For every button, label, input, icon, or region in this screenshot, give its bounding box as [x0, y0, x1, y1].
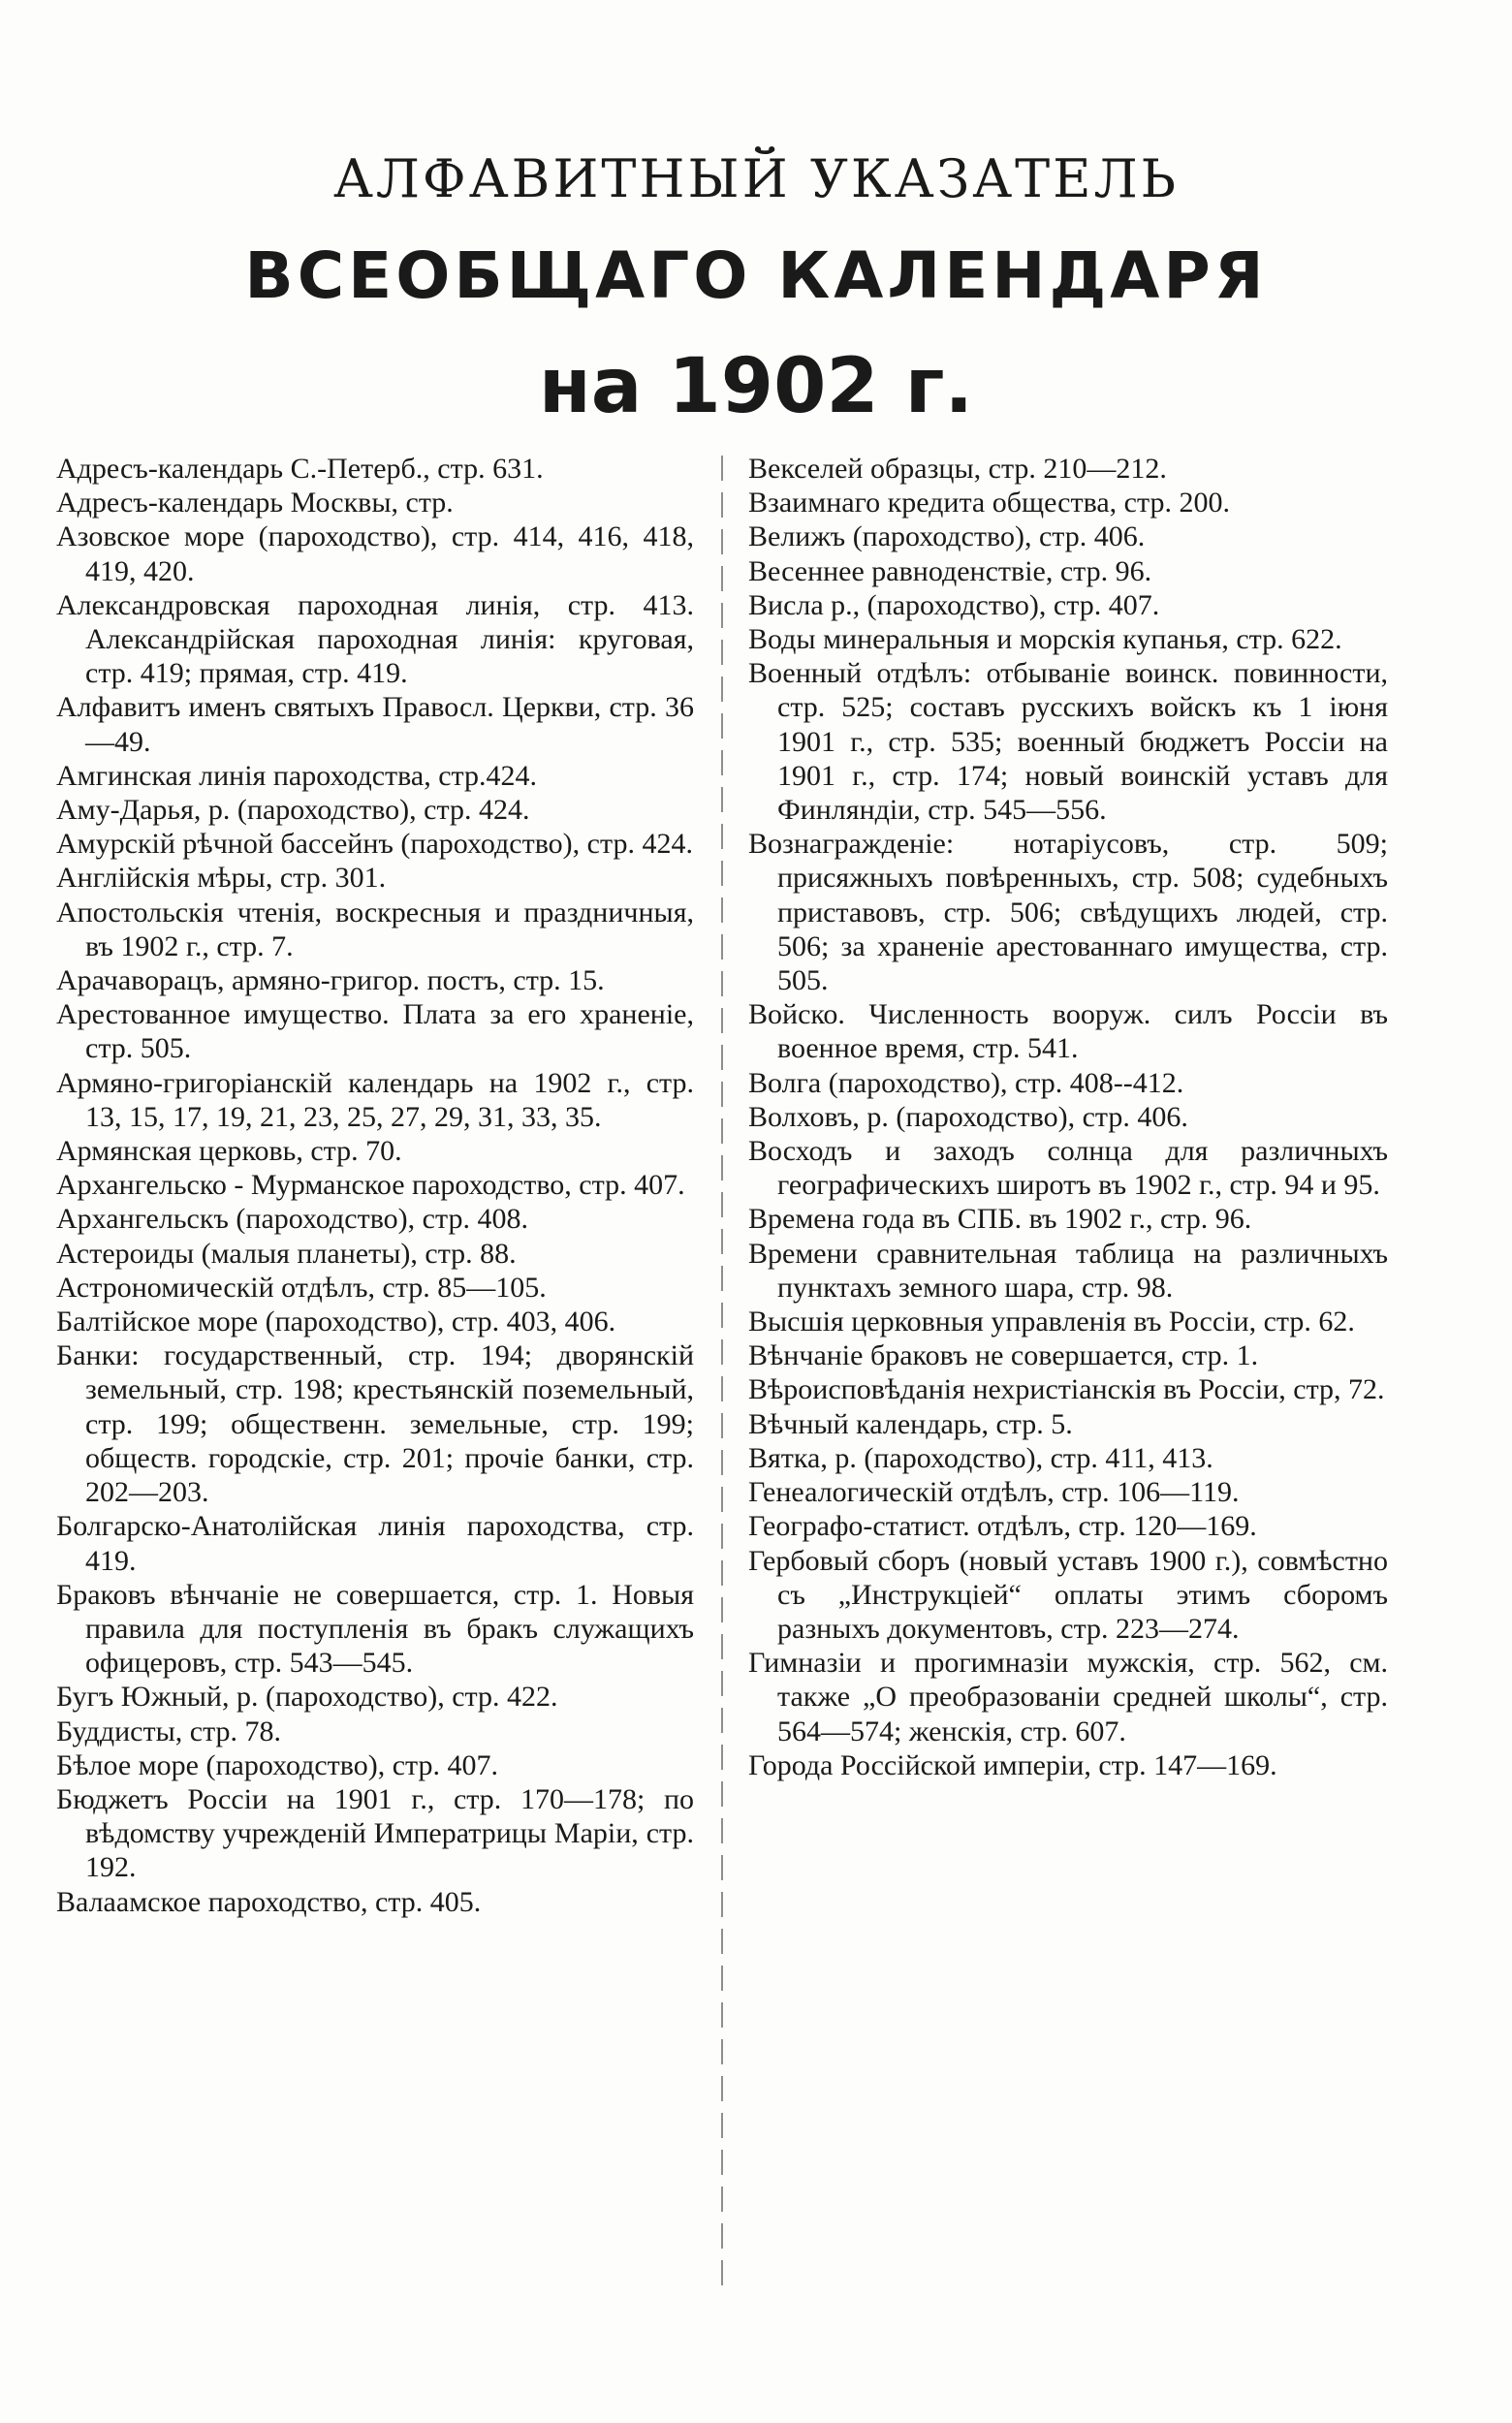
index-entry: Армяно-григоріанскій календарь на 1902 г., стр. 13, 15, 17, 19, 21, 23, 25, 27, 29, 31, 33, 35.	[56, 1066, 694, 1133]
index-entry: Велижъ (пароходство), стр. 406.	[748, 520, 1146, 553]
index-entry: Архангельско - Мурманское пароходство, стр. 407.	[56, 1169, 685, 1202]
index-entry: Бѣлое море (пароходство), стр. 407.	[56, 1748, 499, 1781]
index-entry: Бугъ Южный, р. (пароходство), стр. 422.	[56, 1681, 558, 1714]
index-entry: Гербовый сборъ (новый уставъ 1900 г.), совмѣстно съ „Инструкціей“ оплаты этимъ сборомъ разныхъ документовъ, стр. 223—274.	[748, 1544, 1388, 1645]
right-column	[748, 452, 1388, 1782]
index-entry: Гимназіи и прогимназіи мужскія, стр. 562, см. также „О преобразованіи средней школы“, стр. 564—574; женскія, стр. 607.	[748, 1647, 1388, 1747]
index-entry: Амурскій рѣчной бассейнъ (пароходство), стр. 424.	[56, 828, 693, 861]
index-entry: Астрономическій отдѣлъ, стр. 85—105.	[56, 1271, 547, 1304]
index-entry: Висла р., (пароходство), стр. 407.	[748, 588, 1160, 621]
index-entry: Восходъ и заходъ солнца для различныхъ географическихъ широтъ въ 1902 г., стр. 94 и 95.	[748, 1135, 1388, 1202]
index-entry: Арачаворацъ, армяно-григор. постъ, стр. 15.	[56, 964, 605, 997]
index-entry: Азовское море (пароходство), стр. 414, 416, 418, 419, 420.	[56, 520, 694, 587]
index-entry: Вѣчный календарь, стр. 5.	[748, 1407, 1073, 1440]
index-entry: Астероиды (малыя планеты), стр. 88.	[56, 1237, 517, 1270]
index-entry: Аму-Дарья, р. (пароходство), стр. 424.	[56, 794, 530, 827]
calendar-title: ВСЕОБЩАГО КАЛЕНДАРЯ	[244, 238, 1268, 313]
index-entry: Александровская пароходная линія, стр. 413. Александрійская пароходная линія: круговая, стр. 419; прямая, стр. 419.	[56, 588, 694, 690]
index-entry: Вѣроисповѣданія нехристіанскія въ Россіи, стр, 72.	[748, 1373, 1385, 1406]
index-entry: Войско. Численность вооруж. силъ Россіи въ военное время, стр. 541.	[748, 998, 1388, 1065]
index-entry: Апостольскія чтенія, воскресныя и праздничныя, въ 1902 г., стр. 7.	[56, 896, 694, 962]
index-entry: Амгинская линія пароходства, стр.424.	[56, 759, 538, 792]
index-entry: Балтійское море (пароходство), стр. 403, 406.	[56, 1306, 616, 1338]
index-entry: Воды минеральныя и морскія купанья, стр. 622.	[748, 623, 1342, 656]
index-entry: Волга (пароходство), стр. 408--412.	[748, 1066, 1184, 1099]
index-entry: Алфавитъ именъ святыхъ Правосл. Церкви, стр. 36—49.	[56, 691, 694, 758]
index-entry: Времени сравнительная таблица на различныхъ пунктахъ земного шара, стр. 98.	[748, 1237, 1388, 1304]
index-entry: Банки: государственный, стр. 194; дворянскій земельный, стр. 198; крестьянскій поземельный, стр. 199; общественн. земельные, стр. 199; обществ. городскіе, стр. 201; прочіе банки, стр. 202—203.	[56, 1339, 694, 1509]
index-entry: Высшія церковныя управленія въ Россіи, стр. 62.	[748, 1306, 1355, 1338]
index-entry: Буддисты, стр. 78.	[56, 1715, 282, 1747]
index-entry: Арестованное имущество. Плата за его храненіе, стр. 505.	[56, 998, 694, 1065]
index-entry: Векселей образцы, стр. 210—212.	[748, 453, 1167, 485]
index-entry: Армянская церковь, стр. 70.	[56, 1135, 402, 1168]
index-entry: Вознагражденіе: нотаріусовъ, стр. 509; присяжныхъ повѣренныхъ, стр. 508; судебныхъ приставовъ, стр. 506; свѣдущихъ людей, стр. 506; за храненіе арестованнаго имущества, стр. 505.	[748, 828, 1388, 997]
index-entry: Бюджетъ Россіи на 1901 г., стр. 170—178; по вѣдомству учрежденій Императрицы Маріи, стр. 192.	[56, 1782, 694, 1884]
index-entry: Адресъ-календарь Москвы, стр.	[56, 487, 454, 519]
index-entry: Генеалогическій отдѣлъ, стр. 106—119.	[748, 1476, 1240, 1509]
index-entry: Волховъ, р. (пароходство), стр. 406.	[748, 1100, 1188, 1133]
index-entry: Весеннее равноденствіе, стр. 96.	[748, 554, 1152, 587]
index-title: АЛФАВИТНЫЙ УКАЗАТЕЛЬ	[332, 148, 1180, 209]
index-entry: Болгарско-Анатолійская линія пароходства, стр. 419.	[56, 1510, 694, 1577]
column-divider	[721, 456, 723, 2297]
index-entry: Географо-статист. отдѣлъ, стр. 120—169.	[748, 1510, 1257, 1543]
index-entry: Вятка, р. (пароходство), стр. 411, 413.	[748, 1441, 1213, 1474]
index-entry: Взаимнаго кредита общества, стр. 200.	[748, 487, 1230, 519]
index-entry: Англійскія мѣры, стр. 301.	[56, 862, 387, 895]
index-entry: Времена года въ СПБ. въ 1902 г., стр. 96.	[748, 1203, 1252, 1236]
index-entry: Адресъ-календарь С.-Петерб., стр. 631.	[56, 453, 544, 485]
year-title: на 1902 г.	[538, 343, 974, 430]
index-entry: Военный отдѣлъ: отбываніе воинск. повинности, стр. 525; составъ русскихъ войскъ къ 1 іюня 1901 г., стр. 535; военный бюджетъ Россіи на 1901 г., стр. 174; новый воинскій уставъ для Финляндіи, стр. 545—556.	[748, 657, 1388, 827]
index-entry: Вѣнчаніе браковъ не совершается, стр. 1.	[748, 1339, 1259, 1372]
index-entry: Архангельскъ (пароходство), стр. 408.	[56, 1203, 528, 1236]
left-column	[56, 452, 694, 1919]
index-entry: Валаамское пароходство, стр. 405.	[56, 1885, 482, 1918]
index-entry: Города Россійской имперіи, стр. 147—169.	[748, 1748, 1277, 1781]
index-entry: Браковъ вѣнчаніе не совершается, стр. 1. Новыя правила для поступленія въ бракъ служащихъ офицеровъ, стр. 543—545.	[56, 1578, 694, 1680]
